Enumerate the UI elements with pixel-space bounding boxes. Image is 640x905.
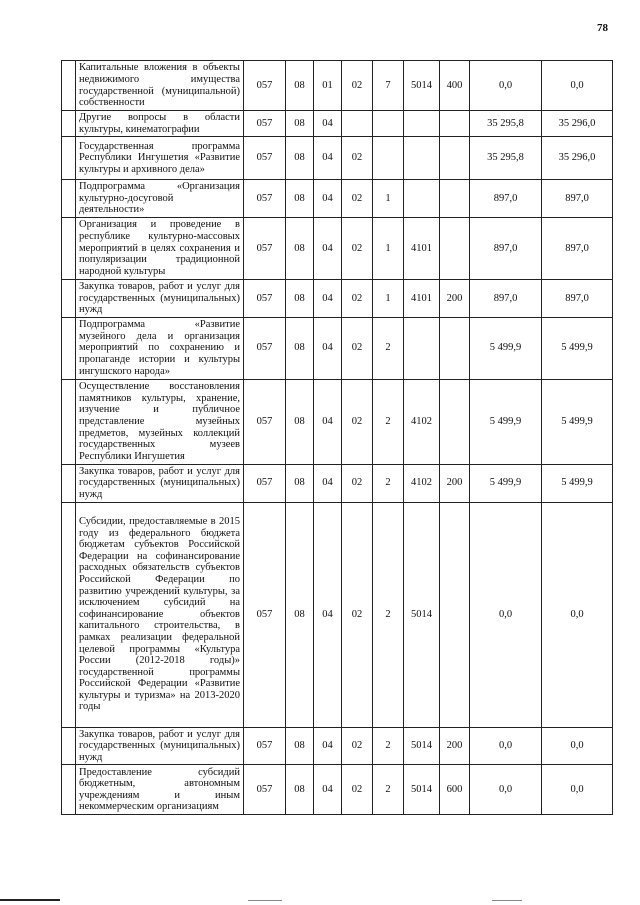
row-margin-cell	[62, 217, 76, 279]
row-margin-cell	[62, 61, 76, 111]
subsection-code-cell: 04	[314, 111, 342, 137]
table-row	[62, 217, 613, 279]
scan-edge-mark	[492, 900, 522, 901]
expense-type-code-cell: 600	[440, 765, 470, 815]
program-code-cell: 02	[342, 379, 373, 464]
amount-cell-1: 35 295,8	[470, 137, 542, 180]
program-code-cell: 02	[342, 317, 373, 379]
subprogram-code-cell: 1	[373, 180, 404, 218]
expense-type-code-cell	[440, 502, 470, 727]
table-row	[62, 379, 613, 464]
amount-cell-1: 0,0	[470, 727, 542, 765]
expense-type-code-cell: 200	[440, 464, 470, 502]
table-row	[62, 111, 613, 137]
expense-type-code-cell	[440, 111, 470, 137]
direction-code-cell	[404, 180, 440, 218]
direction-code-cell: 4102	[404, 464, 440, 502]
expense-name-cell: Капитальные вложения в объекты недвижимого имущества государственной (муниципальной) собственности	[76, 61, 244, 111]
row-margin-cell	[62, 180, 76, 218]
row-margin-cell	[62, 765, 76, 815]
program-code-cell: 02	[342, 727, 373, 765]
row-margin-cell	[62, 727, 76, 765]
budget-table	[61, 60, 613, 815]
direction-code-cell: 5014	[404, 727, 440, 765]
row-margin-cell	[62, 111, 76, 137]
expense-name-cell: Закупка товаров, работ и услуг для государственных (муниципальных) нужд	[76, 464, 244, 502]
section-code-cell: 08	[286, 379, 314, 464]
grbs-code-cell: 057	[244, 137, 286, 180]
section-code-cell: 08	[286, 279, 314, 317]
direction-code-cell	[404, 137, 440, 180]
grbs-code-cell: 057	[244, 279, 286, 317]
grbs-code-cell: 057	[244, 727, 286, 765]
expense-name-cell: Другие вопросы в области культуры, кинематографии	[76, 111, 244, 137]
expense-type-code-cell	[440, 137, 470, 180]
program-code-cell: 02	[342, 61, 373, 111]
section-code-cell: 08	[286, 464, 314, 502]
amount-cell-2: 5 499,9	[542, 464, 613, 502]
amount-cell-2: 5 499,9	[542, 379, 613, 464]
table-row	[62, 502, 613, 727]
program-code-cell: 02	[342, 217, 373, 279]
grbs-code-cell: 057	[244, 61, 286, 111]
grbs-code-cell: 057	[244, 111, 286, 137]
section-code-cell: 08	[286, 61, 314, 111]
section-code-cell: 08	[286, 317, 314, 379]
table-row	[62, 765, 613, 815]
expense-name-cell: Подпрограмма «Организация культурно-досуговой деятельности»	[76, 180, 244, 218]
row-margin-cell	[62, 464, 76, 502]
subsection-code-cell: 04	[314, 137, 342, 180]
subsection-code-cell: 01	[314, 61, 342, 111]
table-row	[62, 317, 613, 379]
amount-cell-2: 5 499,9	[542, 317, 613, 379]
subsection-code-cell: 04	[314, 279, 342, 317]
direction-code-cell: 4101	[404, 279, 440, 317]
program-code-cell	[342, 111, 373, 137]
expense-name-cell: Государственная программа Республики Ингушетия «Развитие культуры и архивного дела»	[76, 137, 244, 180]
program-code-cell: 02	[342, 180, 373, 218]
subprogram-code-cell: 2	[373, 765, 404, 815]
row-margin-cell	[62, 379, 76, 464]
grbs-code-cell: 057	[244, 379, 286, 464]
subsection-code-cell: 04	[314, 464, 342, 502]
expense-type-code-cell	[440, 180, 470, 218]
grbs-code-cell: 057	[244, 765, 286, 815]
amount-cell-1: 897,0	[470, 180, 542, 218]
section-code-cell: 08	[286, 217, 314, 279]
section-code-cell: 08	[286, 111, 314, 137]
expense-type-code-cell: 400	[440, 61, 470, 111]
amount-cell-2: 897,0	[542, 180, 613, 218]
grbs-code-cell: 057	[244, 464, 286, 502]
expense-name-cell: Предоставление субсидий бюджетным, автономным учреждениям и иным некоммерческим организациям	[76, 765, 244, 815]
program-code-cell: 02	[342, 765, 373, 815]
subsection-code-cell: 04	[314, 180, 342, 218]
subprogram-code-cell	[373, 137, 404, 180]
amount-cell-1: 5 499,9	[470, 379, 542, 464]
program-code-cell: 02	[342, 279, 373, 317]
amount-cell-1: 897,0	[470, 279, 542, 317]
section-code-cell: 08	[286, 765, 314, 815]
amount-cell-2: 35 296,0	[542, 137, 613, 180]
direction-code-cell	[404, 111, 440, 137]
row-margin-cell	[62, 137, 76, 180]
table-row	[62, 180, 613, 218]
subsection-code-cell: 04	[314, 317, 342, 379]
budget-table-body	[62, 61, 613, 815]
expense-type-code-cell: 200	[440, 727, 470, 765]
amount-cell-2: 35 296,0	[542, 111, 613, 137]
section-code-cell: 08	[286, 137, 314, 180]
scan-edge-mark	[0, 899, 60, 901]
expense-name-cell: Организация и проведение в республике культурно-массовых мероприятий в целях сохранения и популяризации традиционной народной культуры	[76, 217, 244, 279]
amount-cell-2: 0,0	[542, 61, 613, 111]
subprogram-code-cell: 1	[373, 217, 404, 279]
program-code-cell: 02	[342, 137, 373, 180]
subprogram-code-cell: 2	[373, 379, 404, 464]
amount-cell-1: 35 295,8	[470, 111, 542, 137]
row-margin-cell	[62, 502, 76, 727]
grbs-code-cell: 057	[244, 217, 286, 279]
expense-type-code-cell	[440, 217, 470, 279]
expense-name-cell: Закупка товаров, работ и услуг для государственных (муниципальных) нужд	[76, 279, 244, 317]
direction-code-cell: 5014	[404, 61, 440, 111]
grbs-code-cell: 057	[244, 180, 286, 218]
expense-name-cell: Подпрограмма «Развитие музейного дела и организация мероприятий по сохранению и пропаганде истории и культуры ингушского народа»	[76, 317, 244, 379]
subsection-code-cell: 04	[314, 502, 342, 727]
amount-cell-2: 897,0	[542, 217, 613, 279]
amount-cell-2: 0,0	[542, 765, 613, 815]
direction-code-cell	[404, 317, 440, 379]
scan-edge-mark	[248, 900, 282, 901]
row-margin-cell	[62, 279, 76, 317]
grbs-code-cell: 057	[244, 502, 286, 727]
table-row	[62, 61, 613, 111]
table-row	[62, 137, 613, 180]
direction-code-cell: 4102	[404, 379, 440, 464]
expense-name-cell: Осуществление восстановления памятников культуры, хранение, изучение и публичное представление музейных предметов, музейных коллекций государственных музеев Республики Ингушетия	[76, 379, 244, 464]
amount-cell-1: 5 499,9	[470, 464, 542, 502]
section-code-cell: 08	[286, 180, 314, 218]
subprogram-code-cell: 2	[373, 464, 404, 502]
table-row	[62, 279, 613, 317]
subprogram-code-cell: 2	[373, 317, 404, 379]
direction-code-cell: 4101	[404, 217, 440, 279]
amount-cell-2: 897,0	[542, 279, 613, 317]
subprogram-code-cell: 2	[373, 502, 404, 727]
table-row	[62, 727, 613, 765]
subsection-code-cell: 04	[314, 765, 342, 815]
expense-type-code-cell	[440, 317, 470, 379]
section-code-cell: 08	[286, 727, 314, 765]
subprogram-code-cell	[373, 111, 404, 137]
grbs-code-cell: 057	[244, 317, 286, 379]
expense-name-cell: Закупка товаров, работ и услуг для государственных (муниципальных) нужд	[76, 727, 244, 765]
program-code-cell: 02	[342, 502, 373, 727]
section-code-cell: 08	[286, 502, 314, 727]
subprogram-code-cell: 2	[373, 727, 404, 765]
row-margin-cell	[62, 317, 76, 379]
expense-type-code-cell: 200	[440, 279, 470, 317]
page-number: 78	[597, 22, 608, 34]
subsection-code-cell: 04	[314, 727, 342, 765]
direction-code-cell: 5014	[404, 502, 440, 727]
subprogram-code-cell: 1	[373, 279, 404, 317]
amount-cell-1: 0,0	[470, 502, 542, 727]
amount-cell-1: 0,0	[470, 765, 542, 815]
table-row	[62, 464, 613, 502]
amount-cell-1: 897,0	[470, 217, 542, 279]
expense-name-cell: Субсидии, предоставляемые в 2015 году из федерального бюджета бюджетам субъектов Российской Федерации на софинансирование расходных обязательств субъектов Российской Федерации по развитию учреждений культуры, за исключением субсидий на софинансирование объектов капитального строительства, в рамках реализации федеральной целевой программы «Культура России (2012-2018 годы)» государственной программы Российской Федерации «Развитие культуры и туризма» на 2013-2020 годы	[76, 502, 244, 727]
subsection-code-cell: 04	[314, 217, 342, 279]
amount-cell-2: 0,0	[542, 727, 613, 765]
expense-type-code-cell	[440, 379, 470, 464]
amount-cell-1: 5 499,9	[470, 317, 542, 379]
direction-code-cell: 5014	[404, 765, 440, 815]
subsection-code-cell: 04	[314, 379, 342, 464]
subprogram-code-cell: 7	[373, 61, 404, 111]
program-code-cell: 02	[342, 464, 373, 502]
amount-cell-1: 0,0	[470, 61, 542, 111]
amount-cell-2: 0,0	[542, 502, 613, 727]
